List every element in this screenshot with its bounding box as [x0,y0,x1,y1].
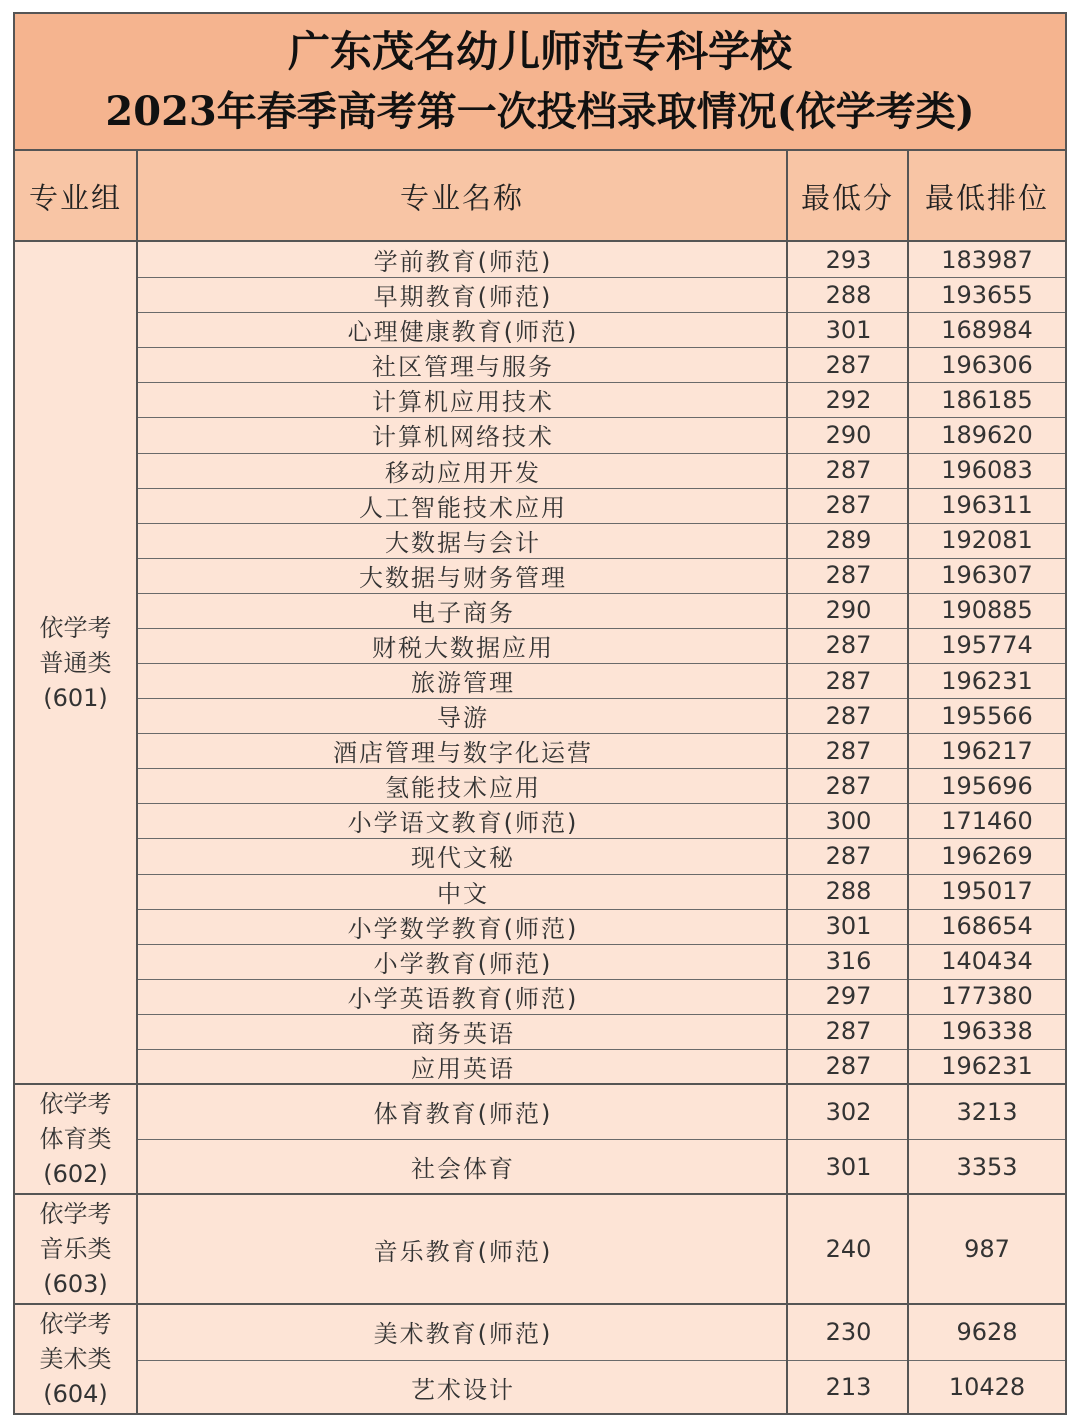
min-rank: 9628 [956,1317,1018,1346]
group-label-line: (602) [43,1159,108,1188]
group-label-line: 体育类 [39,1124,112,1153]
column-divider [136,151,138,1415]
row-divider [138,944,1065,945]
min-score: 287 [825,350,872,379]
min-score: 300 [825,806,872,835]
min-rank: 196217 [941,736,1033,765]
min-rank: 195696 [941,771,1033,800]
group-label-line: 依学考 [39,613,112,642]
min-rank: 196231 [941,1052,1033,1081]
min-rank: 10428 [948,1373,1026,1402]
major-name: 美术教育(师范) [373,1320,553,1349]
major-name: 体育教育(师范) [373,1100,553,1128]
min-rank: 195017 [941,877,1033,906]
title-subtitle: 2023年春季高考第一次投档录取情况(依学考类) [105,88,975,135]
column-divider [786,151,788,1415]
min-score: 287 [825,561,872,590]
row-divider [138,593,1065,594]
min-rank: 190885 [941,596,1033,625]
min-score: 293 [825,245,872,274]
row-divider [138,312,1065,313]
row-divider [138,874,1065,875]
row-divider [138,1360,1065,1361]
min-score: 288 [825,280,872,309]
min-score: 287 [825,666,872,695]
min-rank: 196338 [941,1017,1033,1046]
header-min-rank: 最低排位 [909,151,1065,242]
min-rank: 168984 [941,315,1033,344]
min-score: 287 [825,456,872,485]
min-score: 301 [825,912,872,941]
min-score: 301 [825,315,872,344]
min-score: 316 [825,947,872,976]
row-divider [138,347,1065,348]
min-score: 240 [825,1235,872,1263]
major-name: 早期教育(师范) [373,283,553,312]
major-name: 学前教育(师范) [373,248,553,277]
row-divider [138,1014,1065,1015]
major-name: 艺术设计 [411,1375,515,1404]
min-score: 290 [825,596,872,625]
group-label [15,1194,136,1304]
major-name: 小学教育(师范) [373,949,553,978]
major-name: 小学语文教育(师范) [347,809,579,838]
min-rank: 195566 [941,701,1033,730]
min-rank: 3213 [956,1097,1018,1126]
group-label-line: 普通类 [39,648,112,677]
group-label-line: (601) [43,683,108,712]
group-label-line: 依学考 [39,1310,112,1338]
min-score: 287 [825,841,872,870]
min-rank: 168654 [941,912,1033,941]
row-divider [138,733,1065,734]
major-name: 商务英语 [411,1019,515,1048]
major-name: 人工智能技术应用 [359,493,567,522]
row-divider [138,1139,1065,1140]
min-score: 288 [825,877,872,906]
major-name: 小学数学教育(师范) [347,914,579,943]
header-min-score: 最低分 [788,151,907,242]
min-rank: 171460 [941,806,1033,835]
row-divider [138,453,1065,454]
row-divider [138,663,1065,664]
min-score: 297 [825,982,872,1011]
row-divider [138,838,1065,839]
major-name: 电子商务 [411,598,515,627]
title-school: 广东茂名幼儿师范专科学校 [287,27,792,76]
row-divider [138,417,1065,418]
major-name: 中文 [437,879,489,908]
row-divider [138,488,1065,489]
row-divider [138,768,1065,769]
group-label [15,1084,136,1194]
major-name: 计算机应用技术 [372,388,554,417]
group-label-line: 依学考 [39,1199,112,1228]
major-name: 大数据与会计 [385,528,541,557]
min-score: 287 [825,736,872,765]
min-score: 289 [825,526,872,555]
major-name: 心理健康教育(师范) [347,318,579,347]
min-score: 230 [825,1317,872,1346]
min-rank: 193655 [941,280,1033,309]
group-label-line: 依学考 [39,1089,112,1118]
min-rank: 183987 [941,245,1033,274]
major-name: 应用英语 [411,1054,515,1083]
major-name: 财税大数据应用 [372,633,554,662]
min-rank: 140434 [941,947,1033,976]
column-divider [907,151,909,1415]
min-rank: 196231 [941,666,1033,695]
major-name: 社会体育 [411,1155,515,1183]
group-label-line: 音乐类 [39,1234,112,1263]
major-name: 社区管理与服务 [372,353,554,382]
major-name: 计算机网络技术 [372,423,554,452]
group-label-line: (603) [43,1269,108,1298]
header-group: 专业组 [15,151,136,242]
table-title [15,14,1065,151]
min-score: 213 [825,1373,872,1402]
min-rank: 177380 [941,982,1033,1011]
row-divider [138,909,1065,910]
row-divider [138,1049,1065,1050]
row-divider [138,628,1065,629]
major-name: 酒店管理与数字化运营 [333,739,593,768]
major-name: 导游 [437,704,489,733]
min-score: 287 [825,1017,872,1046]
admission-table [13,12,1067,1415]
min-rank: 196083 [941,456,1033,485]
major-name: 大数据与财务管理 [359,563,567,592]
min-rank: 186185 [941,385,1033,414]
min-rank: 189620 [941,420,1033,449]
min-rank: 196306 [941,350,1033,379]
min-rank: 196307 [941,561,1033,590]
major-name: 移动应用开发 [385,458,541,487]
min-rank: 196269 [941,841,1033,870]
major-name: 音乐教育(师范) [373,1237,553,1266]
row-divider [138,698,1065,699]
min-rank: 196311 [941,491,1033,520]
min-score: 302 [825,1097,872,1126]
min-score: 290 [825,420,872,449]
major-name: 旅游管理 [411,669,515,698]
group-label-line: (604) [43,1380,108,1408]
min-rank: 3353 [956,1152,1018,1181]
row-divider [138,979,1065,980]
min-rank: 987 [964,1235,1010,1263]
min-score: 287 [825,1052,872,1081]
row-divider [138,523,1065,524]
major-name: 氢能技术应用 [385,774,541,803]
row-divider [138,558,1065,559]
min-rank: 192081 [941,526,1033,555]
min-score: 287 [825,701,872,730]
major-name: 小学英语教育(师范) [347,984,579,1013]
group-label-line: 美术类 [39,1345,112,1373]
group-label [15,1304,136,1415]
group-label [15,242,136,1084]
header-major-name: 专业名称 [138,151,786,242]
min-score: 301 [825,1152,872,1181]
min-score: 292 [825,385,872,414]
row-divider [138,803,1065,804]
row-divider [138,277,1065,278]
row-divider [138,382,1065,383]
min-score: 287 [825,631,872,660]
min-score: 287 [825,491,872,520]
major-name: 现代文秘 [411,844,515,873]
min-score: 287 [825,771,872,800]
min-rank: 195774 [941,631,1033,660]
